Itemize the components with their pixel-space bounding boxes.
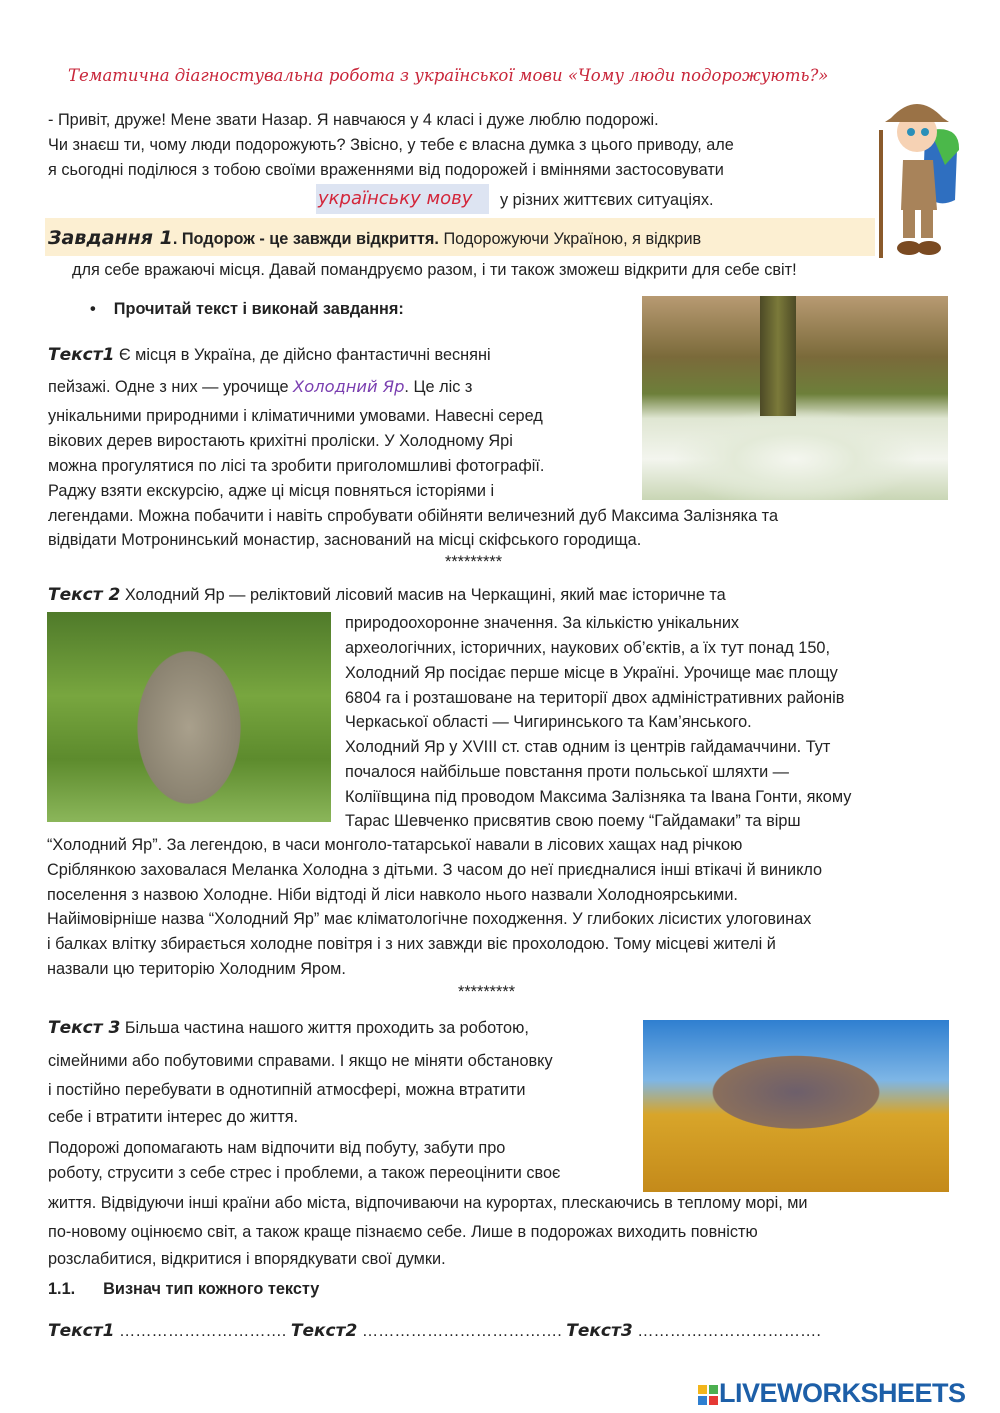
highlighted-phrase: українську мову: [318, 188, 473, 209]
text1-line: вікових дерев виростають крихітні проліски. У Холодному Ярі: [48, 432, 513, 450]
text1-line-1-text: Є місця в Україна, де дійсно фантастичні весняні: [114, 346, 491, 364]
text-line: Тарас Шевченко присвятив свою поему “Гайдамаки” та вірш: [345, 812, 801, 830]
text-line: Подорожі допомагають нам відпочити від побуту, забути про: [48, 1139, 506, 1157]
intro-line-1: - Привіт, друже! Мене звати Назар. Я навчаюся у 4 класі і дуже люблю подорожі.: [48, 111, 659, 129]
snowdrop-forest-photo: [642, 296, 948, 500]
text-line: Холодний Яр у XVIII ст. став одним із центрів гайдамаччини. Тут: [345, 738, 831, 756]
text1-line: унікальними природними і кліматичними умовами. Навесні серед: [48, 407, 543, 425]
logo-text: LIVEWORKSHEETS: [719, 1378, 966, 1408]
separator: *********: [458, 983, 516, 1001]
answer-label-text3: Текст3: [566, 1321, 633, 1341]
text-line: себе і втратити інтерес до життя.: [48, 1108, 299, 1126]
text-line: Холодний Яр посідає перше місце в Україні. Урочище має площу: [345, 664, 838, 682]
answer-field-text1[interactable]: ………………………….: [118, 1322, 287, 1340]
logo-squares-icon: [697, 1384, 719, 1406]
question-number: 1.1.: [48, 1280, 76, 1298]
task1-title: . Подорож - це завжди відкриття.: [172, 230, 439, 248]
instruction-text: Прочитай текст і виконай завдання:: [113, 300, 404, 318]
text-line: життя. Відвідуючи інші країни або міста, відпочиваючи на курортах, плескаючись в теплому морі, ми: [48, 1194, 808, 1212]
text-line: Черкаської області — Чигиринського та Кам’янського.: [345, 713, 752, 731]
text1-line: відвідати Мотронинський монастир, заснований на місці скіфського городища.: [48, 531, 642, 549]
answer-label-text1: Текст1: [48, 1321, 115, 1341]
text2-line-1-text: Холодний Яр — реліктовий лісовий масив на Черкащині, який має історичне та: [120, 586, 726, 604]
text-line: сімейними або побутовими справами. І якщо не міняти обстановку: [48, 1052, 553, 1070]
task1-heading: [48, 228, 701, 249]
text3-label: Текст 3: [48, 1018, 121, 1038]
question-1-1: [48, 1279, 319, 1299]
text3-line-1: [48, 1018, 529, 1038]
answer-row: [48, 1321, 821, 1341]
question-text: Визнач тип кожного тексту: [103, 1280, 320, 1298]
text3-line-1-text: Більша частина нашого життя проходить за роботою,: [120, 1019, 529, 1037]
separator: *********: [445, 553, 503, 571]
text-line: і постійно перебувати в однотипній атмосфері, можна втратити: [48, 1081, 526, 1099]
task1-label: Завдання 1: [48, 227, 173, 249]
text2-label: Текст 2: [48, 585, 121, 605]
task1-intro-line-2: для себе вражаючі місця. Давай помандруємо разом, і ти також зможеш відкрити для себе світ!: [72, 261, 797, 279]
text-line: “Холодний Яр”. За легендою, в часи монголо-татарської навали в лісових хащах над річкою: [47, 836, 743, 854]
place-name: Холодний Яр: [293, 377, 405, 396]
text-line: назвали цю територію Холодним Яром.: [47, 960, 346, 978]
text1-line-2-b: . Це ліс з: [404, 378, 473, 396]
old-oak-tree-photo: [47, 612, 331, 822]
liveworksheets-logo[interactable]: [697, 1378, 966, 1409]
text1-line: можна прогулятися по лісі та зробити приголомшливі фотографії.: [48, 457, 545, 475]
text-line: розслабитися, відкритися і впорядкувати свої думки.: [48, 1250, 446, 1268]
text-line: Коліївщина під проводом Максима Залізняка та Івана Гонти, якому: [345, 788, 852, 806]
text1-line-1: [48, 345, 491, 365]
text1-line: легендами. Можна побачити і навіть спробувати обійняти величезний дуб Максима Залізняка та: [48, 507, 778, 525]
instruction: [90, 299, 404, 319]
text1-label: Текст1: [48, 345, 115, 365]
text-line: роботу, струсити з себе стрес і проблеми, а також переоцінити своє: [48, 1164, 561, 1182]
text-line: археологічних, історичних, наукових об’єктів, а їх тут понад 150,: [345, 639, 830, 657]
intro-line-4: у різних життєвих ситуаціях.: [500, 191, 714, 209]
bullet: •: [90, 300, 114, 318]
text-line: 6804 га і розташоване на території двох адміністративних районів: [345, 689, 845, 707]
text1-line-2-a: пейзажі. Одне з них — урочище: [48, 378, 294, 396]
ukraine-map-collage-photo: [643, 1020, 949, 1192]
text-line: Сріблянкою заховалася Меланка Холодна з дітьми. З часом до неї приєдналися інші втікачі й виникло: [47, 861, 823, 879]
explorer-boy-illustration: [875, 90, 960, 262]
answer-field-text2[interactable]: ……………………………….: [361, 1322, 562, 1340]
intro-line-3: я сьогодні поділюся з тобою своїми враженнями від подорожей і вміннями застосовувати: [48, 161, 724, 179]
text2-line-1: [48, 585, 726, 605]
text-line: Найімовірніше назва “Холодний Яр” має кліматологічне походження. У глибоких лісистих улоговинах: [47, 910, 812, 928]
text1-line-2: [48, 377, 472, 397]
text-line: природоохоронне значення. За кількістю унікальних: [345, 614, 740, 632]
text-line: і балках влітку збирається холодне повітря і з них завжди віє прохолодою. Тому місцеві жителі й: [47, 935, 776, 953]
intro-line-2: Чи знаєш ти, чому люди подорожують? Звісно, у тебе є власна думка з цього приводу, але: [48, 136, 734, 154]
task1-intro: Подорожуючи Україною, я відкрив: [438, 230, 702, 248]
worksheet-title: Тематична діагностувальна робота з української мови «Чому люди подорожують?»: [68, 66, 829, 85]
text-line: почалося найбільше повстання проти польської шляхти —: [345, 763, 789, 781]
text-line: поселення з назвою Холодне. Ніби відтоді й ліси навколо нього назвали Холодноярськими.: [47, 886, 738, 904]
answer-field-text3[interactable]: …………………………….: [637, 1322, 821, 1340]
text-line: по-новому оцінюємо світ, а також краще пізнаємо себе. Лише в подорожах виходить повністю: [48, 1223, 758, 1241]
answer-label-text2: Текст2: [290, 1321, 358, 1341]
text1-line: Раджу взяти екскурсію, адже ці місця повняться історіями і: [48, 482, 495, 500]
